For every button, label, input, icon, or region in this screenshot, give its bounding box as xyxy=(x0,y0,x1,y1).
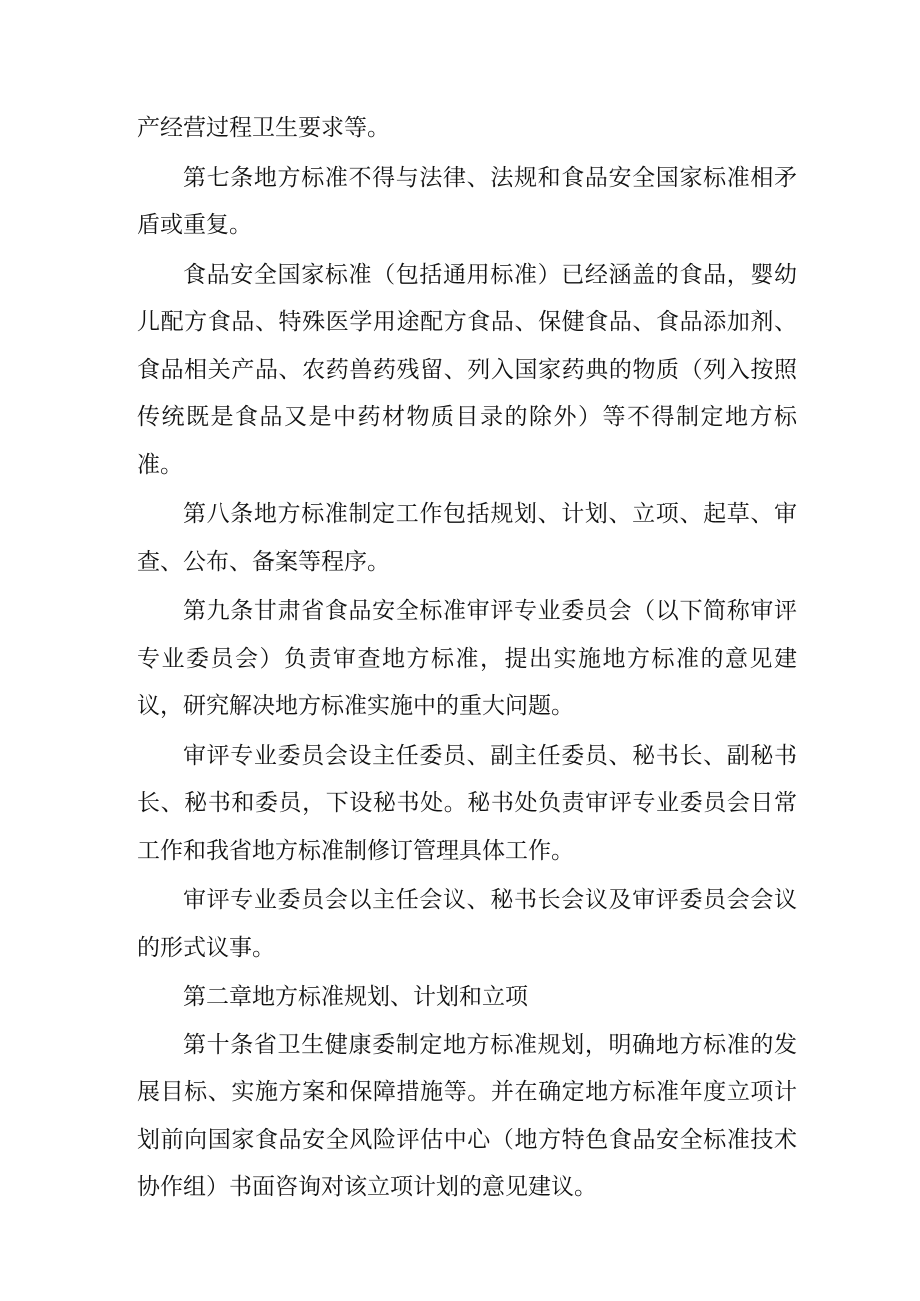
document-body xyxy=(137,105,797,1212)
paragraph-continuation: 产经营过程卫生要求等。 xyxy=(137,115,390,141)
chapter-heading: 第二章地方标准规划、计划和立项 xyxy=(183,984,528,1010)
paragraph-committee-meetings: 审评专业委员会以主任会议、秘书长会议及审评委员会会议的形式议事。 xyxy=(137,887,797,961)
paragraph-article-8: 第八条地方标准制定工作包括规划、计划、立项、起草、审查、公布、备案等程序。 xyxy=(137,501,797,575)
paragraph-article-7: 第七条地方标准不得与法律、法规和食品安全国家标准相矛盾或重复。 xyxy=(137,164,797,238)
paragraph-excluded-foods: 食品安全国家标准（包括通用标准）已经涵盖的食品，婴幼儿配方食品、特殊医学用途配方食品、保健食品、食品添加剂、食品相关产品、农药兽药残留、列入国家药典的物质（列入按照传统既是食品又是中药材物质目录的除外）等不得制定地方标准。 xyxy=(137,261,797,478)
paragraph-committee-structure: 审评专业委员会设主任委员、副主任委员、秘书长、副秘书长、秘书和委员，下设秘书处。秘书处负责审评专业委员会日常工作和我省地方标准制修订管理具体工作。 xyxy=(137,742,797,864)
paragraph-article-10: 第十条省卫生健康委制定地方标准规划，明确地方标准的发展目标、实施方案和保障措施等。并在确定地方标准年度立项计划前向国家食品安全风险评估中心（地方特色食品安全标准技术协作组）书面咨询对该立项计划的意见建议。 xyxy=(137,1031,797,1200)
paragraph-article-9: 第九条甘肃省食品安全标准审评专业委员会（以下简称审评专业委员会）负责审查地方标准，提出实施地方标准的意见建议，研究解决地方标准实施中的重大问题。 xyxy=(137,598,797,719)
